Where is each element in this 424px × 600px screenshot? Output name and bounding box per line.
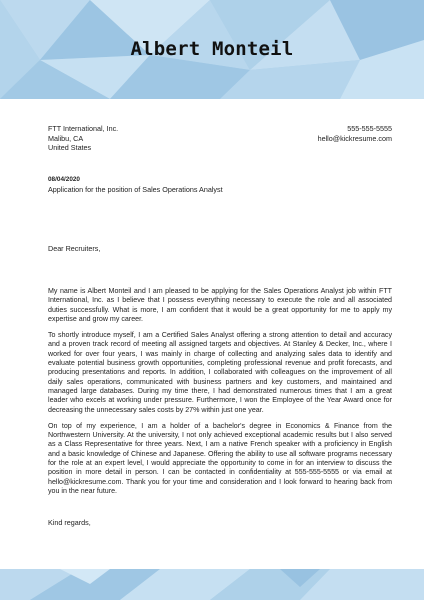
body-paragraph: To shortly introduce myself, I am a Certified Sales Analyst offering a strong attention to detail and accuracy and a proven track record of meeting all assigned targets and objectives. At Stanley & Decker, Inc., where I worked for over four years, I was mainly in charge of collecting and analyzing sales data to identify and evaluate potential business growth opportunities, completing professional revenue and profit forecasts, and producing presentations and reports. In addition, I collaborated with colleagues on the improvement of all daily sales operations, communicated with business partners and key customers, and maintained and managed large databases. During my time there, I had demonstrated numerous times that I am a great leader who excels at working under pressure. Furthermore, I won the Employee of the Year Award once for decreasing the unnecessary sales costs by 27% within just one year. [48, 331, 392, 414]
letter-greeting: Dear Recruiters, [48, 244, 101, 253]
sender-company: FTT International, Inc. [48, 124, 119, 133]
letter-closing: Kind regards, [48, 518, 91, 527]
letter-body [48, 287, 392, 503]
sender-city: Malibu, CA [48, 133, 84, 143]
header-banner [0, 0, 424, 99]
sender-address [48, 124, 118, 153]
body-paragraph: My name is Albert Monteil and I am pleased to be applying for the Sales Operations Analyst job within FTT International, Inc. as I believe that I possess everything necessary to execute the role and all associated duties successfully. What is more, I am confident that it would be a great opportunity for me to apply my expertise and grow my career. [48, 287, 392, 323]
letter-subject: Application for the position of Sales Operations Analyst [48, 185, 223, 194]
contact-email: hello@kickresume.com [317, 133, 392, 143]
contact-phone: 555-555-5555 [347, 124, 392, 133]
candidate-name: Albert Monteil [130, 38, 294, 60]
contact-info [318, 124, 392, 143]
footer-background-pattern [0, 569, 424, 600]
body-paragraph: On top of my experience, I am a holder of a bachelor's degree in Economics & Finance from the Northwestern University. At the university, I not only achieved exceptional academic results but I also served as a Class Representative for three years. Next, I am a native French speaker with a proficiency in English and a basic knowledge of Chinese and Japanese. Offering the ability to use all software programs necessary for the role at an expert level, I would appreciate the opportunity to come in for an interview to discuss the position in more detail in person. I can be contacted in confidentiality at 555-555-5555 or via email at hello@kickresume.com. Thank you for your time and consideration and I look forward to hearing back from you in the near future. [48, 421, 392, 495]
sender-country: United States [48, 143, 92, 152]
footer-banner [0, 569, 424, 600]
letter-date: 08/04/2020 [48, 176, 80, 183]
